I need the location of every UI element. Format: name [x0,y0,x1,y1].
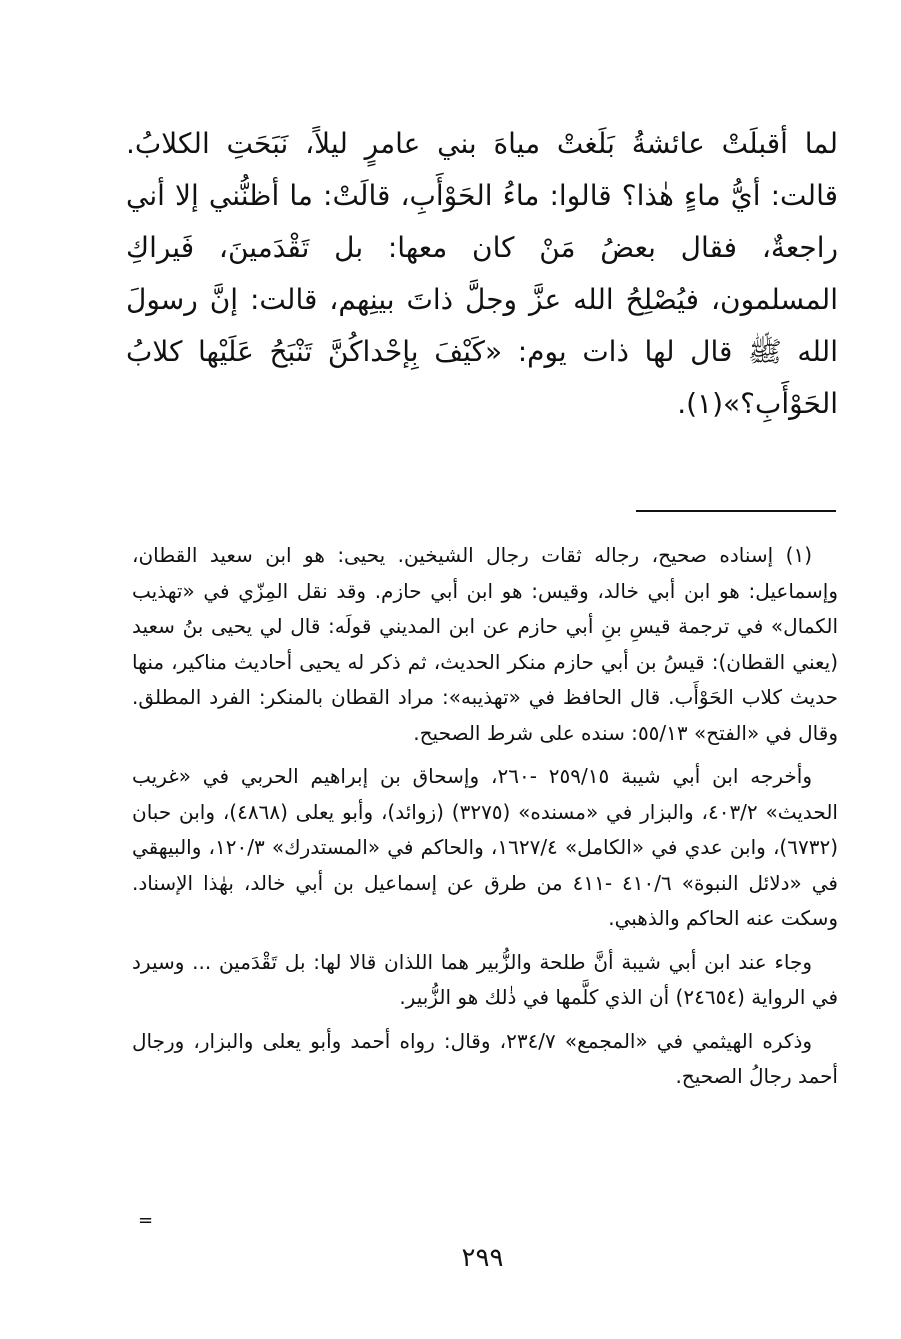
footnote-paragraph-2: وأخرجه ابن أبي شيبة ٢٥٩/١٥ -٢٦٠، وإسحاق بن إبراهيم الحربي في «غريب الحديث» ٤٠٣/٢، والبزار في «مسنده» (٣٢٧٥) (زوائد)، وأبو يعلى (٤٨٦٨)، وابن حبان (٦٧٣٢)، وابن عدي في «الكامل» ١٦٢٧/٤، والحاكم في «المستدرك» ١٢٠/٣، والبيهقي في «دلائل النبوة» ٤١٠/٦ -٤١١ من طرق عن إسماعيل بن أبي خالد، بهٰذا الإسناد. وسكت عنه الحاكم والذهبي. [132,764,839,930]
footnotes-block [132,538,838,1103]
page-number: ٢٩٩ [461,1243,504,1273]
footnote-separator [636,510,836,512]
main-paragraph: لما أقبلَتْ عائشةُ بَلَغتْ مياهَ بني عامرٍ ليلاً، نَبَحَتِ الكلابُ. قالت: أيُّ ماءٍ هٰذا؟ قالوا: ماءُ الحَوْأَبِ، قالَتْ: ما أظنُّني إلا أني راجعةٌ، فقال بعضُ مَنْ كان معها: بل تَقْدَمينَ، فَيراكِ المسلمون، فيُصْلِحُ الله عزَّ وجلَّ ذاتَ بينِهم، قالت: إنَّ رسولَ الله ﷺ قال لها ذات يوم: «كَيْفَ بِإحْداكُنَّ تَنْبَحُ عَلَيْها كلابُ الحَوْأَبِ؟»(١). [126,127,838,420]
main-text-block [126,118,838,430]
footnote-paragraph-4: وذكره الهيثمي في «المجمع» ٢٣٤/٧، وقال: رواه أحمد وأبو يعلى والبزار، ورجال أحمد رجالُ الصحيح. [132,1028,838,1088]
footnote-paragraph-3: وجاء عند ابن أبي شيبة أنَّ طلحة والزُّبير هما اللذان قالا لها: بل تَقْدَمين ... وسيرد في الرواية (٢٤٦٥٤) أن الذي كلَّمها في ذٰلك هو الزُّبير. [132,949,838,1009]
footnote-1: (١) إسناده صحيح، رجاله ثقات رجال الشيخين. يحيى: هو ابن سعيد القطان، وإسماعيل: هو ابن أبي خالد، وقيس: هو ابن أبي حازم. وقد نقل المِزّي في «تهذيب الكمال» في ترجمة قيسِ بنِ أبي حازم عن ابن المديني قولَه: قال لي يحيى بنُ سعيد (يعني القطان): قيسُ بن أبي حازم منكر الحديث، ثم ذكر له يحيى أحاديث مناكير، منها حديث كلاب الحَوْأَب. قال الحافظ في «تهذيبه»: مراد القطان بالمنكر: الفرد المطلق. وقال في «الفتح» ٥٥/١٣: سنده على شرط الصحيح. [132,543,838,745]
continuation-mark: = [138,1210,154,1231]
